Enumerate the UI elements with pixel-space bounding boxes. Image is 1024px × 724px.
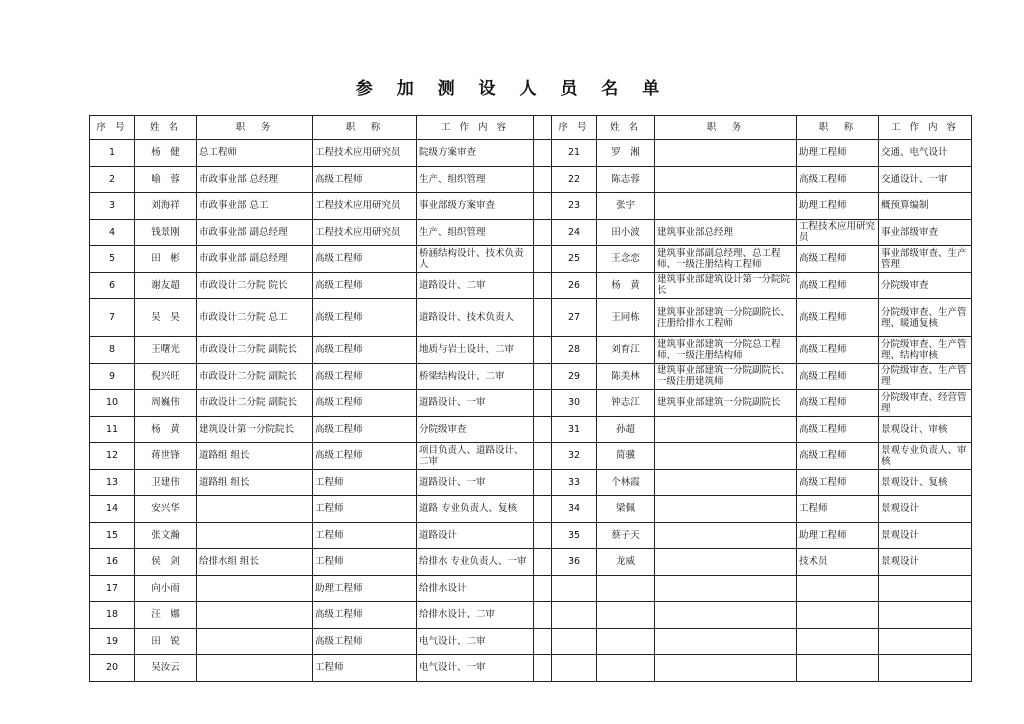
cell-work	[879, 602, 972, 629]
cell-position	[655, 628, 797, 655]
cell-rank: 工程技术应用研究员	[313, 140, 417, 167]
cell-position	[197, 602, 313, 629]
cell-rank: 高级工程师	[797, 416, 879, 443]
cell-work: 电气设计、一审	[417, 655, 534, 682]
cell-no: 28	[552, 337, 597, 364]
cell-no: 20	[90, 655, 135, 682]
cell-name: 汪 娜	[135, 602, 197, 629]
cell-rank	[797, 655, 879, 682]
cell-name: 田 彬	[135, 246, 197, 273]
column-gap	[534, 166, 552, 193]
column-gap	[534, 655, 552, 682]
cell-no: 8	[90, 337, 135, 364]
cell-name: 孙超	[597, 416, 655, 443]
cell-work: 道路设计、二审	[417, 272, 534, 299]
header-position: 职 务	[655, 116, 797, 140]
cell-work: 分院级审查、生产管理、暖通复核	[879, 299, 972, 337]
cell-work: 道路设计、一审	[417, 390, 534, 417]
table-row	[90, 363, 972, 390]
cell-no: 5	[90, 246, 135, 273]
cell-position	[655, 140, 797, 167]
cell-position	[655, 522, 797, 549]
cell-no: 6	[90, 272, 135, 299]
cell-work: 分院级审查、生产管理	[879, 363, 972, 390]
cell-rank	[797, 602, 879, 629]
cell-name: 刘育江	[597, 337, 655, 364]
cell-name: 周巍伟	[135, 390, 197, 417]
cell-name: 简骥	[597, 443, 655, 470]
column-gap	[534, 575, 552, 602]
cell-no	[552, 575, 597, 602]
cell-no: 16	[90, 549, 135, 576]
table-row	[90, 602, 972, 629]
header-no: 序 号	[552, 116, 597, 140]
cell-rank: 工程技术应用研究员	[797, 219, 879, 246]
cell-name: 张宇	[597, 193, 655, 220]
cell-position: 建筑事业部建筑一分院副院长、注册给排水工程师	[655, 299, 797, 337]
cell-no: 17	[90, 575, 135, 602]
cell-rank: 工程技术应用研究员	[313, 193, 417, 220]
cell-position: 市政事业部 总经理	[197, 166, 313, 193]
table-row	[90, 469, 972, 496]
cell-position	[197, 522, 313, 549]
cell-rank: 高级工程师	[313, 602, 417, 629]
cell-name: 吴汝云	[135, 655, 197, 682]
column-gap	[534, 390, 552, 417]
table-row	[90, 549, 972, 576]
cell-name: 龙威	[597, 549, 655, 576]
cell-rank: 高级工程师	[797, 299, 879, 337]
cell-work: 交通设计、一审	[879, 166, 972, 193]
cell-name: 蔡子天	[597, 522, 655, 549]
cell-no: 21	[552, 140, 597, 167]
cell-work: 分院级审查、经营管理	[879, 390, 972, 417]
header-name: 姓 名	[597, 116, 655, 140]
cell-position	[655, 549, 797, 576]
column-gap	[534, 628, 552, 655]
cell-rank: 高级工程师	[797, 337, 879, 364]
column-gap	[534, 363, 552, 390]
cell-rank: 高级工程师	[797, 272, 879, 299]
cell-name: 钱景刚	[135, 219, 197, 246]
cell-rank: 高级工程师	[797, 246, 879, 273]
cell-name: 王念恋	[597, 246, 655, 273]
cell-no: 23	[552, 193, 597, 220]
cell-position	[655, 443, 797, 470]
cell-no: 25	[552, 246, 597, 273]
table-row	[90, 655, 972, 682]
cell-rank: 助理工程师	[797, 522, 879, 549]
cell-position	[197, 575, 313, 602]
personnel-table	[89, 115, 972, 682]
cell-rank: 高级工程师	[797, 469, 879, 496]
cell-name: 陈志蓉	[597, 166, 655, 193]
cell-no	[552, 602, 597, 629]
cell-no: 4	[90, 219, 135, 246]
cell-work: 道路设计、一审	[417, 469, 534, 496]
table-row	[90, 246, 972, 273]
cell-work: 交通、电气设计	[879, 140, 972, 167]
cell-no: 32	[552, 443, 597, 470]
cell-position	[655, 575, 797, 602]
cell-work: 桥梁结构设计、二审	[417, 363, 534, 390]
cell-rank: 高级工程师	[797, 443, 879, 470]
cell-position: 建筑事业部建筑一分院总工程师、一级注册结构师	[655, 337, 797, 364]
cell-rank: 高级工程师	[797, 390, 879, 417]
cell-position: 市政事业部 副总经理	[197, 246, 313, 273]
cell-work: 道路 专业负责人、复核	[417, 496, 534, 523]
cell-work: 生产、组织管理	[417, 219, 534, 246]
cell-position: 建筑事业部建筑一分院副院长	[655, 390, 797, 417]
cell-name: 刘海祥	[135, 193, 197, 220]
cell-work: 道路设计、技术负责人	[417, 299, 534, 337]
column-gap	[534, 602, 552, 629]
cell-rank: 工程技术应用研究员	[313, 219, 417, 246]
cell-no: 10	[90, 390, 135, 417]
cell-no: 18	[90, 602, 135, 629]
cell-name	[597, 602, 655, 629]
cell-no: 13	[90, 469, 135, 496]
cell-rank: 高级工程师	[313, 246, 417, 273]
cell-no: 3	[90, 193, 135, 220]
cell-work: 院级方案审查	[417, 140, 534, 167]
cell-rank: 高级工程师	[313, 272, 417, 299]
cell-rank: 高级工程师	[313, 390, 417, 417]
cell-position: 市政事业部 副总经理	[197, 219, 313, 246]
cell-position: 总工程师	[197, 140, 313, 167]
page-title: 参 加 测 设 人 员 名 单	[355, 79, 669, 99]
cell-rank: 技术员	[797, 549, 879, 576]
cell-work	[879, 628, 972, 655]
column-gap	[534, 549, 552, 576]
cell-no: 2	[90, 166, 135, 193]
table-row	[90, 337, 972, 364]
column-gap	[534, 246, 552, 273]
cell-name: 杨 健	[135, 140, 197, 167]
cell-rank	[797, 628, 879, 655]
cell-name: 倪兴旺	[135, 363, 197, 390]
cell-position	[655, 496, 797, 523]
cell-work: 给排水 专业负责人、一审	[417, 549, 534, 576]
cell-rank: 高级工程师	[313, 443, 417, 470]
cell-no: 24	[552, 219, 597, 246]
column-gap	[534, 140, 552, 167]
cell-position	[655, 602, 797, 629]
cell-name: 侯 剑	[135, 549, 197, 576]
cell-name: 钟志江	[597, 390, 655, 417]
cell-position: 道路组 组长	[197, 469, 313, 496]
header-work: 工 作 内 容	[417, 116, 534, 140]
cell-no	[552, 628, 597, 655]
cell-position: 建筑事业部建筑设计第一分院院长	[655, 272, 797, 299]
cell-work: 事业部级方案审查	[417, 193, 534, 220]
cell-rank: 高级工程师	[313, 299, 417, 337]
table-row	[90, 166, 972, 193]
cell-position	[197, 655, 313, 682]
cell-name: 杨 黄	[597, 272, 655, 299]
cell-name: 田 锐	[135, 628, 197, 655]
cell-work: 生产、组织管理	[417, 166, 534, 193]
cell-work: 景观专业负责人、审核	[879, 443, 972, 470]
cell-work	[879, 655, 972, 682]
cell-position	[655, 655, 797, 682]
column-gap	[534, 219, 552, 246]
cell-work: 项目负责人、道路设计、二审	[417, 443, 534, 470]
column-gap	[534, 443, 552, 470]
cell-no: 30	[552, 390, 597, 417]
cell-no: 33	[552, 469, 597, 496]
cell-work: 桥涵结构设计、技术负责人	[417, 246, 534, 273]
cell-name: 吴 昊	[135, 299, 197, 337]
cell-position: 建筑事业部总经理	[655, 219, 797, 246]
cell-name: 安兴华	[135, 496, 197, 523]
cell-rank: 工程师	[313, 496, 417, 523]
cell-name: 王曙光	[135, 337, 197, 364]
column-gap	[534, 337, 552, 364]
cell-no: 26	[552, 272, 597, 299]
cell-no: 19	[90, 628, 135, 655]
cell-position: 市政设计二分院 副院长	[197, 390, 313, 417]
cell-no: 29	[552, 363, 597, 390]
cell-name	[597, 628, 655, 655]
header-no: 序 号	[90, 116, 135, 140]
cell-work: 道路设计	[417, 522, 534, 549]
cell-name	[597, 575, 655, 602]
cell-rank: 高级工程师	[313, 363, 417, 390]
cell-position: 市政设计二分院 副院长	[197, 337, 313, 364]
cell-position	[197, 496, 313, 523]
cell-work: 景观设计、审核	[879, 416, 972, 443]
cell-name: 喻 蓉	[135, 166, 197, 193]
cell-no: 15	[90, 522, 135, 549]
cell-rank: 助理工程师	[797, 140, 879, 167]
cell-position: 建筑事业部副总经理、总工程师、一级注册结构工程师	[655, 246, 797, 273]
cell-work: 分院级审查	[417, 416, 534, 443]
cell-name: 罗 湘	[597, 140, 655, 167]
cell-no: 14	[90, 496, 135, 523]
cell-position: 建筑事业部建筑一分院副院长、一级注册建筑师	[655, 363, 797, 390]
cell-rank: 高级工程师	[797, 363, 879, 390]
cell-position: 市政设计二分院 总工	[197, 299, 313, 337]
table-row	[90, 193, 972, 220]
cell-no	[552, 655, 597, 682]
header-row	[90, 116, 972, 140]
cell-no: 34	[552, 496, 597, 523]
cell-work: 给排水设计、二审	[417, 602, 534, 629]
table-row	[90, 575, 972, 602]
cell-name: 向小雨	[135, 575, 197, 602]
cell-rank	[797, 575, 879, 602]
cell-position: 建筑设计第一分院院长	[197, 416, 313, 443]
table-row	[90, 140, 972, 167]
cell-work: 电气设计、二审	[417, 628, 534, 655]
cell-work: 概预算编制	[879, 193, 972, 220]
cell-name: 张文瀚	[135, 522, 197, 549]
cell-work: 景观设计	[879, 496, 972, 523]
cell-work: 地质与岩土设计、二审	[417, 337, 534, 364]
cell-work: 景观设计	[879, 549, 972, 576]
table-row	[90, 496, 972, 523]
header-position: 职 务	[197, 116, 313, 140]
cell-name: 杨 黄	[135, 416, 197, 443]
cell-rank: 高级工程师	[313, 166, 417, 193]
cell-name: 蒋世锋	[135, 443, 197, 470]
cell-name	[597, 655, 655, 682]
header-work: 工 作 内 容	[879, 116, 972, 140]
cell-no: 27	[552, 299, 597, 337]
table-row	[90, 299, 972, 337]
cell-position	[655, 193, 797, 220]
cell-rank: 高级工程师	[313, 337, 417, 364]
header-rank: 职 称	[797, 116, 879, 140]
cell-work: 事业部级审查	[879, 219, 972, 246]
cell-position	[655, 469, 797, 496]
cell-name: 梁佩	[597, 496, 655, 523]
column-gap	[534, 416, 552, 443]
cell-position: 市政设计二分院 院长	[197, 272, 313, 299]
cell-no: 36	[552, 549, 597, 576]
cell-name: 田小波	[597, 219, 655, 246]
cell-position	[197, 628, 313, 655]
cell-no: 1	[90, 140, 135, 167]
cell-name: 王同栋	[597, 299, 655, 337]
column-gap	[534, 116, 552, 140]
table-row	[90, 219, 972, 246]
cell-work	[879, 575, 972, 602]
cell-position: 市政设计二分院 副院长	[197, 363, 313, 390]
cell-work: 景观设计、复核	[879, 469, 972, 496]
cell-no: 22	[552, 166, 597, 193]
cell-no: 12	[90, 443, 135, 470]
cell-no: 11	[90, 416, 135, 443]
cell-position	[655, 166, 797, 193]
cell-rank: 高级工程师	[797, 166, 879, 193]
cell-rank: 高级工程师	[313, 416, 417, 443]
cell-work: 分院级审查、生产管理、结构审核	[879, 337, 972, 364]
cell-rank: 工程师	[313, 549, 417, 576]
cell-position: 市政事业部 总工	[197, 193, 313, 220]
column-gap	[534, 469, 552, 496]
table-row	[90, 390, 972, 417]
cell-work: 给排水设计	[417, 575, 534, 602]
cell-no: 7	[90, 299, 135, 337]
cell-rank: 助理工程师	[313, 575, 417, 602]
cell-rank: 工程师	[797, 496, 879, 523]
column-gap	[534, 522, 552, 549]
column-gap	[534, 272, 552, 299]
column-gap	[534, 496, 552, 523]
cell-no: 35	[552, 522, 597, 549]
cell-name: 谢友超	[135, 272, 197, 299]
table-row	[90, 272, 972, 299]
cell-rank: 助理工程师	[797, 193, 879, 220]
cell-rank: 工程师	[313, 522, 417, 549]
cell-work: 景观设计	[879, 522, 972, 549]
cell-position: 给排水组 组长	[197, 549, 313, 576]
cell-rank: 工程师	[313, 469, 417, 496]
cell-name: 卫建伟	[135, 469, 197, 496]
table-row	[90, 628, 972, 655]
column-gap	[534, 193, 552, 220]
cell-no: 31	[552, 416, 597, 443]
table-row	[90, 443, 972, 470]
header-name: 姓 名	[135, 116, 197, 140]
cell-position: 道路组 组长	[197, 443, 313, 470]
cell-name: 个林霞	[597, 469, 655, 496]
cell-work: 分院级审查	[879, 272, 972, 299]
column-gap	[534, 299, 552, 337]
cell-name: 陈美林	[597, 363, 655, 390]
cell-rank: 高级工程师	[313, 628, 417, 655]
cell-work: 事业部级审查、生产管理	[879, 246, 972, 273]
header-rank: 职 称	[313, 116, 417, 140]
cell-no: 9	[90, 363, 135, 390]
cell-position	[655, 416, 797, 443]
cell-rank: 工程师	[313, 655, 417, 682]
table-row	[90, 416, 972, 443]
table-row	[90, 522, 972, 549]
